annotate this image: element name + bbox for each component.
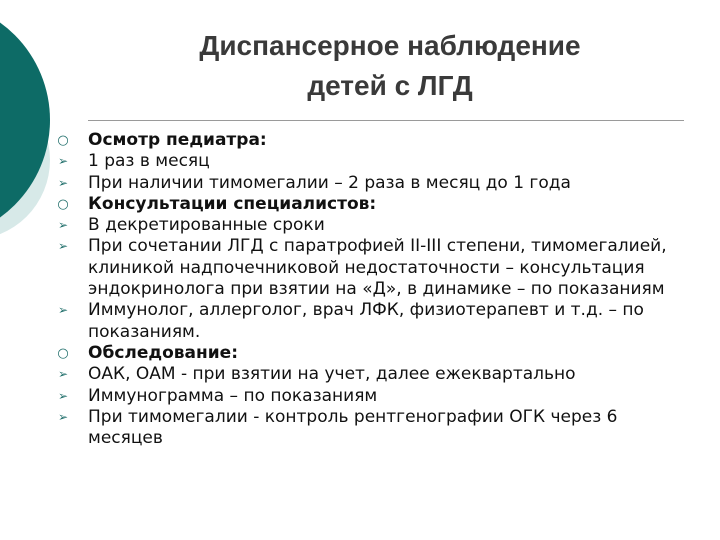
list-item-text: Обследование: [88,342,239,363]
slide-title [130,26,650,106]
list-item [56,173,696,194]
bullet-list [56,130,696,449]
arrow-bullet-icon: ➢ [57,218,69,233]
arrow-bullet-icon: ➢ [57,409,69,424]
arrow-bullet-icon: ➢ [57,154,69,169]
list-item-text: Консультации специалистов: [88,193,377,214]
arrow-bullet-icon: ➢ [57,239,69,254]
list-item-text: При сочетании ЛГД с паратрофией II-III степени, тимомегалией, клиникой надпочечниковой недостаточности – консультация эндокринолога при взятии на «Д», в динамике – по показаниям [88,236,667,300]
list-item-text: Иммунограмма – по показаниям [88,385,378,406]
title-divider [88,120,684,121]
circle-bullet-icon: ○ [57,196,69,212]
arrow-bullet-icon: ➢ [57,367,69,382]
slide-title-line2: детей с ЛГД [307,70,473,101]
decorative-shapes [0,0,60,300]
section-heading [56,343,696,364]
arrow-bullet-icon: ➢ [57,388,69,403]
list-item-text: При тимомегалии - контроль рентгенографии ОГК через 6 месяцев [88,406,618,449]
circle-bullet-icon: ○ [57,345,69,361]
list-item [56,151,696,172]
slide-title-line1: Диспансерное наблюдение [199,30,581,61]
arrow-bullet-icon: ➢ [57,303,69,318]
list-item-text: Иммунолог, аллерголог, врач ЛФК, физиотерапевт и т.д. – по показаниям. [88,300,644,342]
list-item-text: При наличии тимомегалии – 2 раза в месяц до 1 года [88,172,571,193]
list-item-text: Осмотр педиатра: [88,130,267,150]
list-item-text: ОАК, ОАМ - при взятии на учет, далее ежеквартально [88,364,576,385]
list-item [56,215,696,236]
list-item [56,236,696,300]
circle-bullet-icon: ○ [57,133,69,148]
list-item-text: 1 раз в месяц [88,151,210,172]
list-item [56,300,696,343]
section-heading [56,130,696,151]
section-heading [56,194,696,215]
list-item-text: В декретированные сроки [88,215,325,236]
list-item [56,364,696,385]
list-item [56,386,696,407]
arrow-bullet-icon: ➢ [57,175,69,190]
list-item [56,407,696,450]
